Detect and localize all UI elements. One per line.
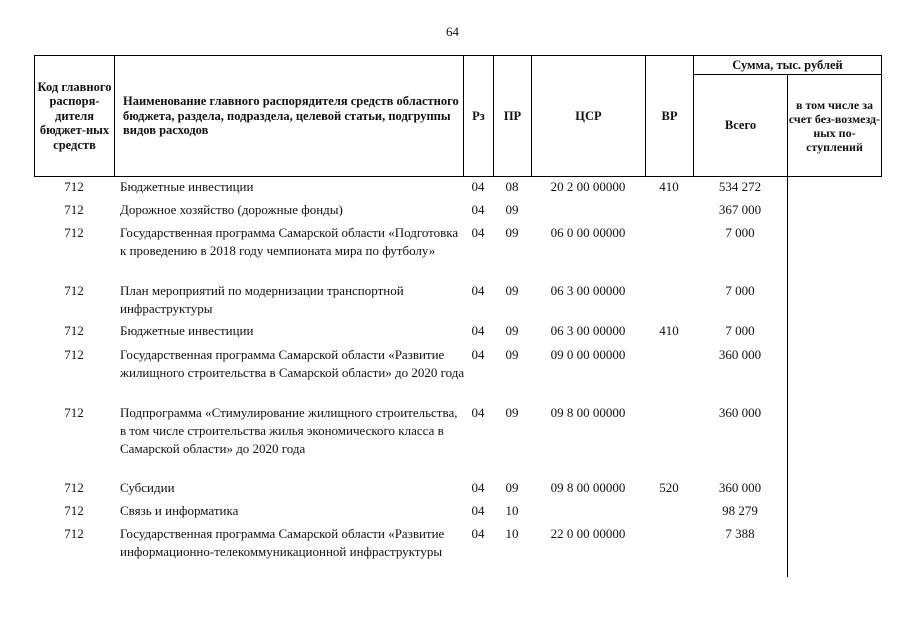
header-sum: Сумма, тыс. рублей (693, 55, 882, 75)
cell-csr: 09 8 00 00000 (550, 480, 626, 495)
cell-name: Бюджетные инвестиции (120, 323, 254, 338)
header-vr: ВР (645, 55, 694, 177)
header-csr: ЦСР (531, 55, 646, 177)
cell-name: Государственная программа Самарской области «Подготовка к проведению в 2018 году чемпионата мира по футболу» (120, 225, 459, 258)
cell-total: 360 000 (718, 480, 762, 495)
cell-name: Подпрограмма «Стимулирование жилищного строительства, в том числе строительства жилья экономического класса в Самарской области» до 2020 года (120, 405, 458, 456)
cell-rz: 04 (471, 526, 485, 541)
cell-rz: 04 (471, 202, 485, 217)
cell-pr: 09 (505, 323, 519, 338)
cell-code: 712 (64, 480, 84, 495)
cell-rz: 04 (471, 225, 485, 240)
cell-name: Государственная программа Самарской области «Развитие информационно-телекоммуникационной инфраструктуры (120, 526, 445, 559)
cell-rz: 04 (471, 480, 485, 495)
cell-pr: 10 (505, 503, 519, 518)
cell-code: 712 (64, 405, 84, 420)
cell-csr: 06 3 00 00000 (550, 323, 626, 338)
cell-vr: 410 (659, 179, 679, 194)
cell-pr: 09 (505, 202, 519, 217)
cell-code: 712 (64, 503, 84, 518)
cell-rz: 04 (471, 323, 485, 338)
page-number: 64 (446, 24, 459, 39)
cell-code: 712 (64, 202, 84, 217)
header-pr: ПР (493, 55, 532, 177)
cell-pr: 08 (505, 179, 519, 194)
cell-code: 712 (64, 225, 84, 240)
cell-code: 712 (64, 526, 84, 541)
cell-rz: 04 (471, 405, 485, 420)
cell-rz: 04 (471, 503, 485, 518)
header-free: в том числе за счет без-возмезд-ных по-ступлений (787, 74, 882, 177)
cell-pr: 09 (505, 405, 519, 420)
cell-total: 98 279 (722, 503, 758, 518)
cell-name: Бюджетные инвестиции (120, 179, 254, 194)
cell-total: 534 272 (718, 179, 762, 194)
cell-name: Связь и информатика (120, 503, 239, 518)
cell-total: 367 000 (718, 202, 762, 217)
cell-name: Субсидии (120, 480, 175, 495)
cell-csr: 09 8 00 00000 (550, 405, 626, 420)
cell-code: 712 (64, 283, 84, 298)
cell-total: 360 000 (718, 405, 762, 420)
cell-rz: 04 (471, 283, 485, 298)
cell-pr: 09 (505, 480, 519, 495)
cell-csr: 20 2 00 00000 (550, 179, 626, 194)
cell-pr: 09 (505, 347, 519, 362)
cell-name: Дорожное хозяйство (дорожные фонды) (120, 202, 343, 217)
cell-rz: 04 (471, 179, 485, 194)
cell-csr: 06 0 00 00000 (550, 225, 626, 240)
cell-total: 7 000 (725, 283, 755, 298)
cell-vr: 410 (659, 323, 679, 338)
cell-total: 7 388 (725, 526, 755, 541)
cell-name: Государственная программа Самарской области «Развитие жилищного строительства в Самарской области» до 2020 года (120, 347, 465, 380)
cell-code: 712 (64, 347, 84, 362)
cell-total: 360 000 (718, 347, 762, 362)
cell-rz: 04 (471, 347, 485, 362)
cell-total: 7 000 (725, 323, 755, 338)
cell-code: 712 (64, 179, 84, 194)
cell-pr: 10 (505, 526, 519, 541)
cell-code: 712 (64, 323, 84, 338)
header-code: Код главного распоря-дителя бюджет-ных средств (34, 55, 115, 177)
header-rz: Рз (463, 55, 494, 177)
cell-vr: 520 (659, 480, 679, 495)
cell-name: План мероприятий по модернизации транспортной инфраструктуры (120, 283, 404, 316)
cell-pr: 09 (505, 225, 519, 240)
cell-total: 7 000 (725, 225, 755, 240)
cell-csr: 09 0 00 00000 (550, 347, 626, 362)
cell-csr: 06 3 00 00000 (550, 283, 626, 298)
column-divider (787, 177, 788, 577)
header-total: Всего (693, 74, 788, 177)
cell-csr: 22 0 00 00000 (550, 526, 626, 541)
cell-pr: 09 (505, 283, 519, 298)
header-name: Наименование главного распорядителя средств областного бюджета, раздела, подраздела, целевой статьи, подгруппы видов расходов (114, 55, 464, 177)
